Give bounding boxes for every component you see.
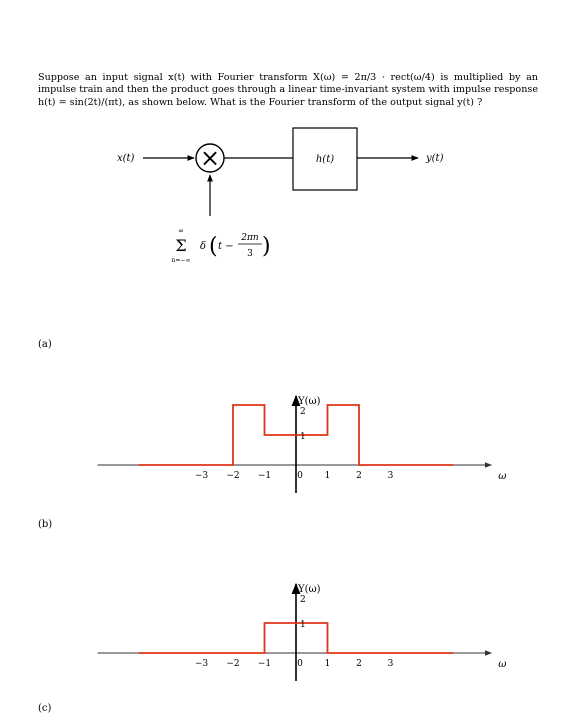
sum-lower-limit: n=−∞: [171, 257, 191, 264]
x-tick-label: −2: [226, 471, 240, 481]
x-axis-label: ω: [498, 659, 507, 670]
delta-symbol: δ: [200, 241, 207, 252]
y-tick-label: 2: [300, 595, 306, 605]
x-tick-label: 1: [324, 659, 331, 669]
x-tick-label: 3: [387, 471, 394, 481]
option-a-plot: [0, 360, 568, 530]
fraction-numerator: 2πn: [241, 233, 259, 243]
sum-symbol: Σ: [175, 236, 187, 255]
x-tick-label: −3: [194, 659, 209, 669]
y-tick-label: 1: [300, 432, 306, 442]
x-tick-label: 1: [324, 471, 331, 481]
output-signal-label: y(t): [426, 153, 444, 164]
x-tick-label: −2: [226, 659, 240, 669]
t-minus-text: t −: [218, 241, 234, 252]
option-b-plot: [0, 540, 568, 700]
x-tick-label: 0: [297, 659, 303, 669]
y-tick-label: 1: [300, 620, 306, 630]
y-axis-label: Y(ω): [298, 396, 321, 407]
problem-statement: Suppose an input signal x(t) with Fourier transform X(ω) = 2π/3 · rect(ω/4) is multiplied by an impulse train and then the product goes through a linear time-invariant system with impulse response h(t) = sin(2t)/(πt), as shown below. What is the Fourier transform of the output signal y(t) ?: [38, 72, 538, 108]
x-tick-label: 0: [297, 471, 303, 481]
x-tick-label: −1: [257, 659, 272, 669]
right-paren: ): [262, 234, 271, 259]
system-label: h(t): [315, 154, 335, 165]
option-c-label[interactable]: (c): [38, 703, 52, 714]
x-tick-label: 3: [387, 659, 394, 669]
x-tick-label: 2: [356, 659, 362, 669]
x-tick-label: −1: [257, 471, 272, 481]
left-paren: (: [209, 234, 218, 259]
y-axis-label: Y(ω): [298, 584, 321, 595]
x-axis-label: ω: [498, 471, 507, 482]
input-signal-label: x(t): [117, 153, 135, 164]
y-tick-label: 2: [300, 407, 306, 417]
sum-upper-limit: ∞: [178, 227, 184, 235]
x-tick-label: 2: [356, 471, 362, 481]
option-a-label[interactable]: (a): [38, 339, 52, 350]
multiplier-symbol: ×: [199, 144, 221, 172]
x-tick-label: −3: [194, 471, 209, 481]
fraction-denominator: 3: [247, 249, 253, 259]
option-b-label[interactable]: (b): [38, 519, 53, 530]
